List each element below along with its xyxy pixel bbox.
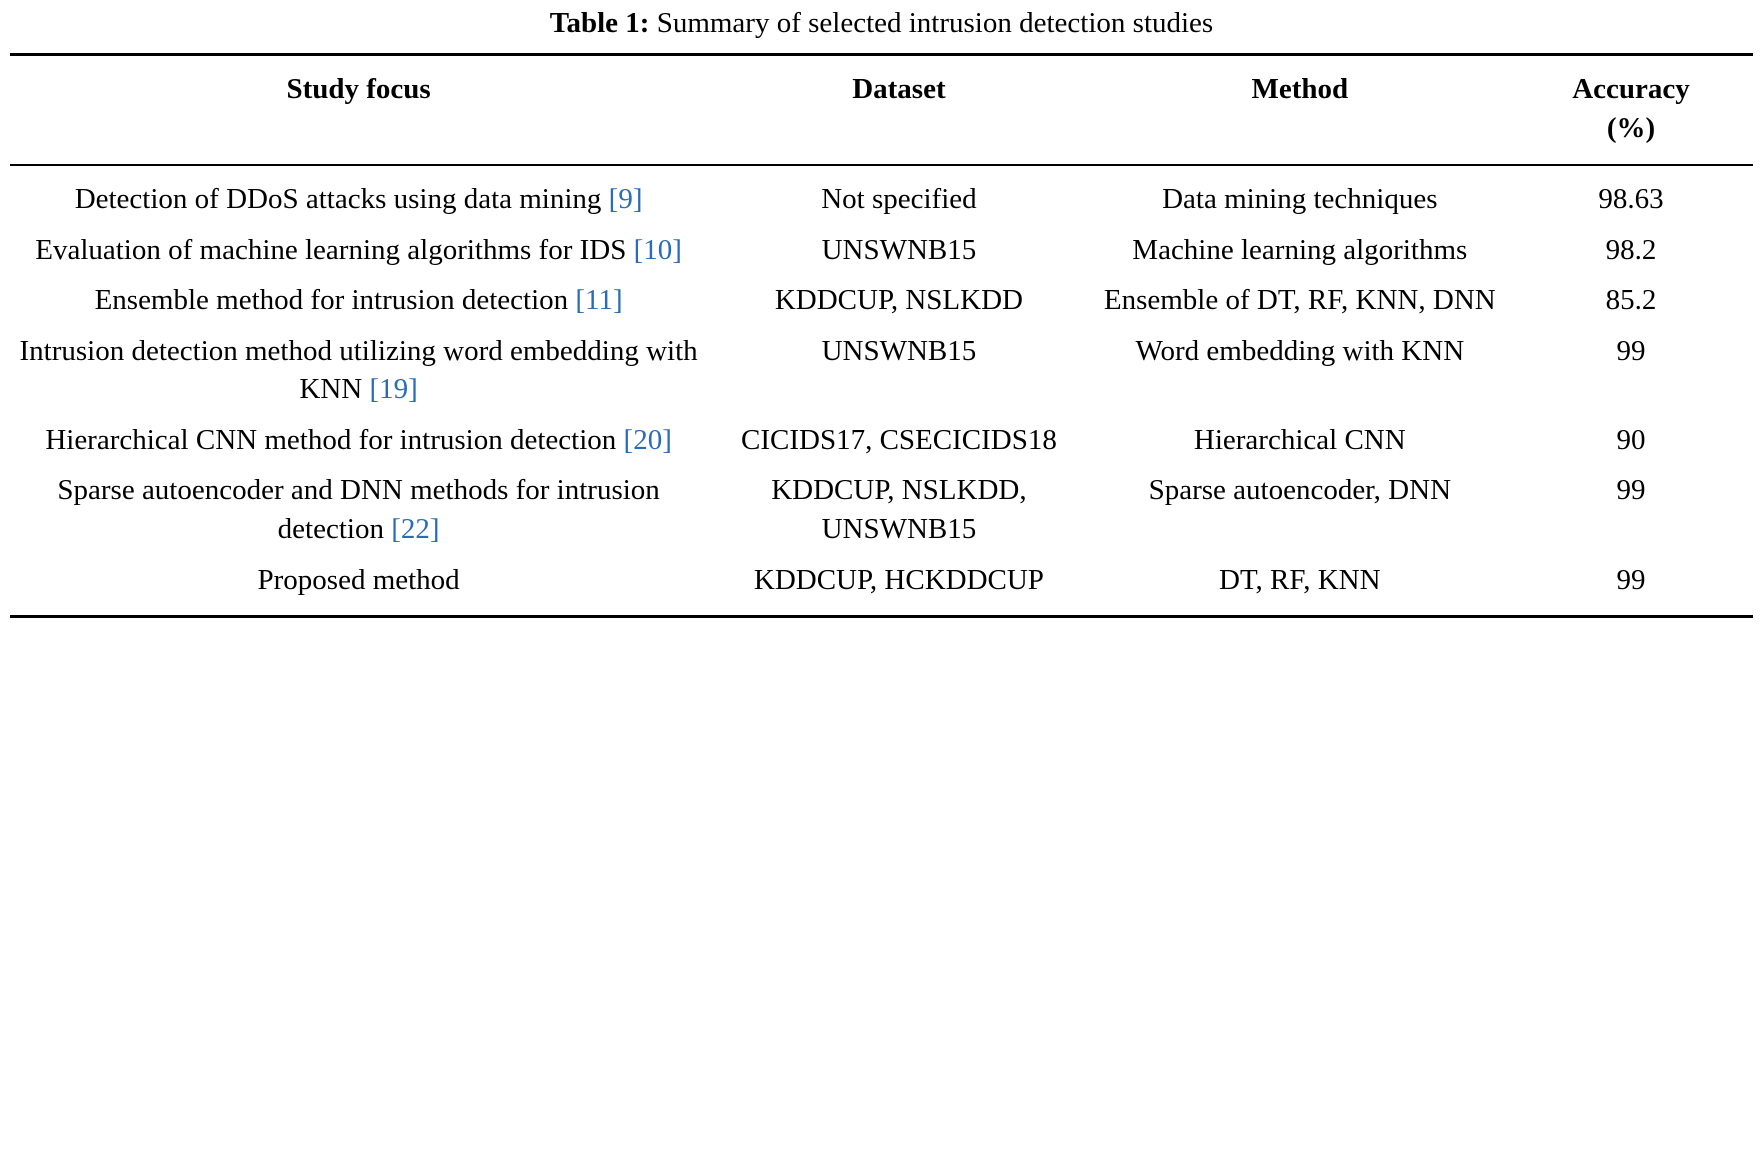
reference-link[interactable]: [22]: [391, 513, 440, 546]
study-focus-text: Proposed method: [257, 563, 460, 596]
table-row: [10, 465, 1753, 554]
cell-study-focus: [10, 326, 707, 415]
cell-method: Data mining techniques: [1162, 183, 1438, 216]
cell-method: DT, RF, KNN: [1219, 563, 1381, 596]
cell-dataset: UNSWNB15: [821, 233, 977, 266]
cell-method: Sparse autoencoder, DNN: [1148, 474, 1452, 507]
table-row: [10, 225, 1753, 276]
cell-study-focus: [10, 275, 707, 326]
reference-link[interactable]: [11]: [575, 284, 623, 317]
cell-method: Word embedding with KNN: [1135, 334, 1465, 367]
study-focus-text: Ensemble method for intrusion detection: [94, 284, 569, 317]
cell-dataset: UNSWNB15: [821, 334, 977, 367]
cell-dataset: CICIDS17, CSECICIDS18: [741, 423, 1057, 456]
cell-dataset: KDDCUP, HCKDDCUP: [753, 563, 1044, 596]
cell-study-focus: [10, 225, 707, 276]
cell-accuracy: 98.63: [1598, 183, 1664, 216]
study-focus-text: Intrusion detection method utilizing word embedding with KNN: [19, 334, 698, 406]
table-row: [10, 275, 1753, 326]
cell-dataset: KDDCUP, NSLKDD, UNSWNB15: [771, 474, 1027, 546]
study-focus-text: Hierarchical CNN method for intrusion detection: [45, 423, 617, 456]
column-header-accuracy-line2: (%): [1606, 111, 1656, 144]
cell-study-focus: [10, 555, 707, 617]
cell-method: Machine learning algorithms: [1132, 233, 1468, 266]
cell-accuracy: 99: [1616, 334, 1646, 367]
table-caption-label: Table 1:: [549, 7, 650, 39]
bottom-rule: [10, 617, 1753, 619]
reference-link[interactable]: [9]: [608, 183, 643, 216]
column-header-accuracy: [1509, 54, 1753, 165]
table-body: [10, 165, 1753, 617]
cell-accuracy: 90: [1616, 423, 1646, 456]
table-header: [10, 54, 1753, 165]
cell-dataset: KDDCUP, NSLKDD: [774, 284, 1023, 317]
table-bottom-rule: [10, 617, 1753, 619]
table-row: [10, 326, 1753, 415]
reference-link[interactable]: [19]: [369, 373, 418, 406]
column-header-study-focus: Study focus: [10, 54, 707, 165]
column-header-accuracy-line1: Accuracy: [1572, 72, 1690, 105]
cell-accuracy: 99: [1616, 474, 1646, 507]
cell-method: Ensemble of DT, RF, KNN, DNN: [1103, 284, 1496, 317]
reference-link[interactable]: [20]: [623, 423, 672, 456]
study-focus-text: Evaluation of machine learning algorithms for IDS: [35, 233, 627, 266]
cell-accuracy: 98.2: [1605, 233, 1657, 266]
column-header-dataset: Dataset: [707, 54, 1090, 165]
cell-study-focus: [10, 415, 707, 466]
reference-link[interactable]: [10]: [633, 233, 682, 266]
cell-dataset: Not specified: [821, 183, 977, 216]
table-caption-text: Summary of selected intrusion detection studies: [656, 7, 1214, 39]
study-focus-text: Sparse autoencoder and DNN methods for intrusion detection: [57, 474, 660, 546]
table-row: [10, 555, 1753, 617]
table-row: [10, 415, 1753, 466]
cell-accuracy: 99: [1616, 563, 1646, 596]
table-caption: [10, 0, 1753, 53]
cell-study-focus: [10, 165, 707, 225]
study-focus-text: Detection of DDoS attacks using data mining: [74, 183, 602, 216]
table-row: [10, 165, 1753, 225]
cell-method: Hierarchical CNN: [1193, 423, 1406, 456]
column-header-method: Method: [1091, 54, 1509, 165]
cell-accuracy: 85.2: [1605, 284, 1657, 317]
summary-table: [10, 53, 1753, 618]
cell-study-focus: [10, 465, 707, 554]
